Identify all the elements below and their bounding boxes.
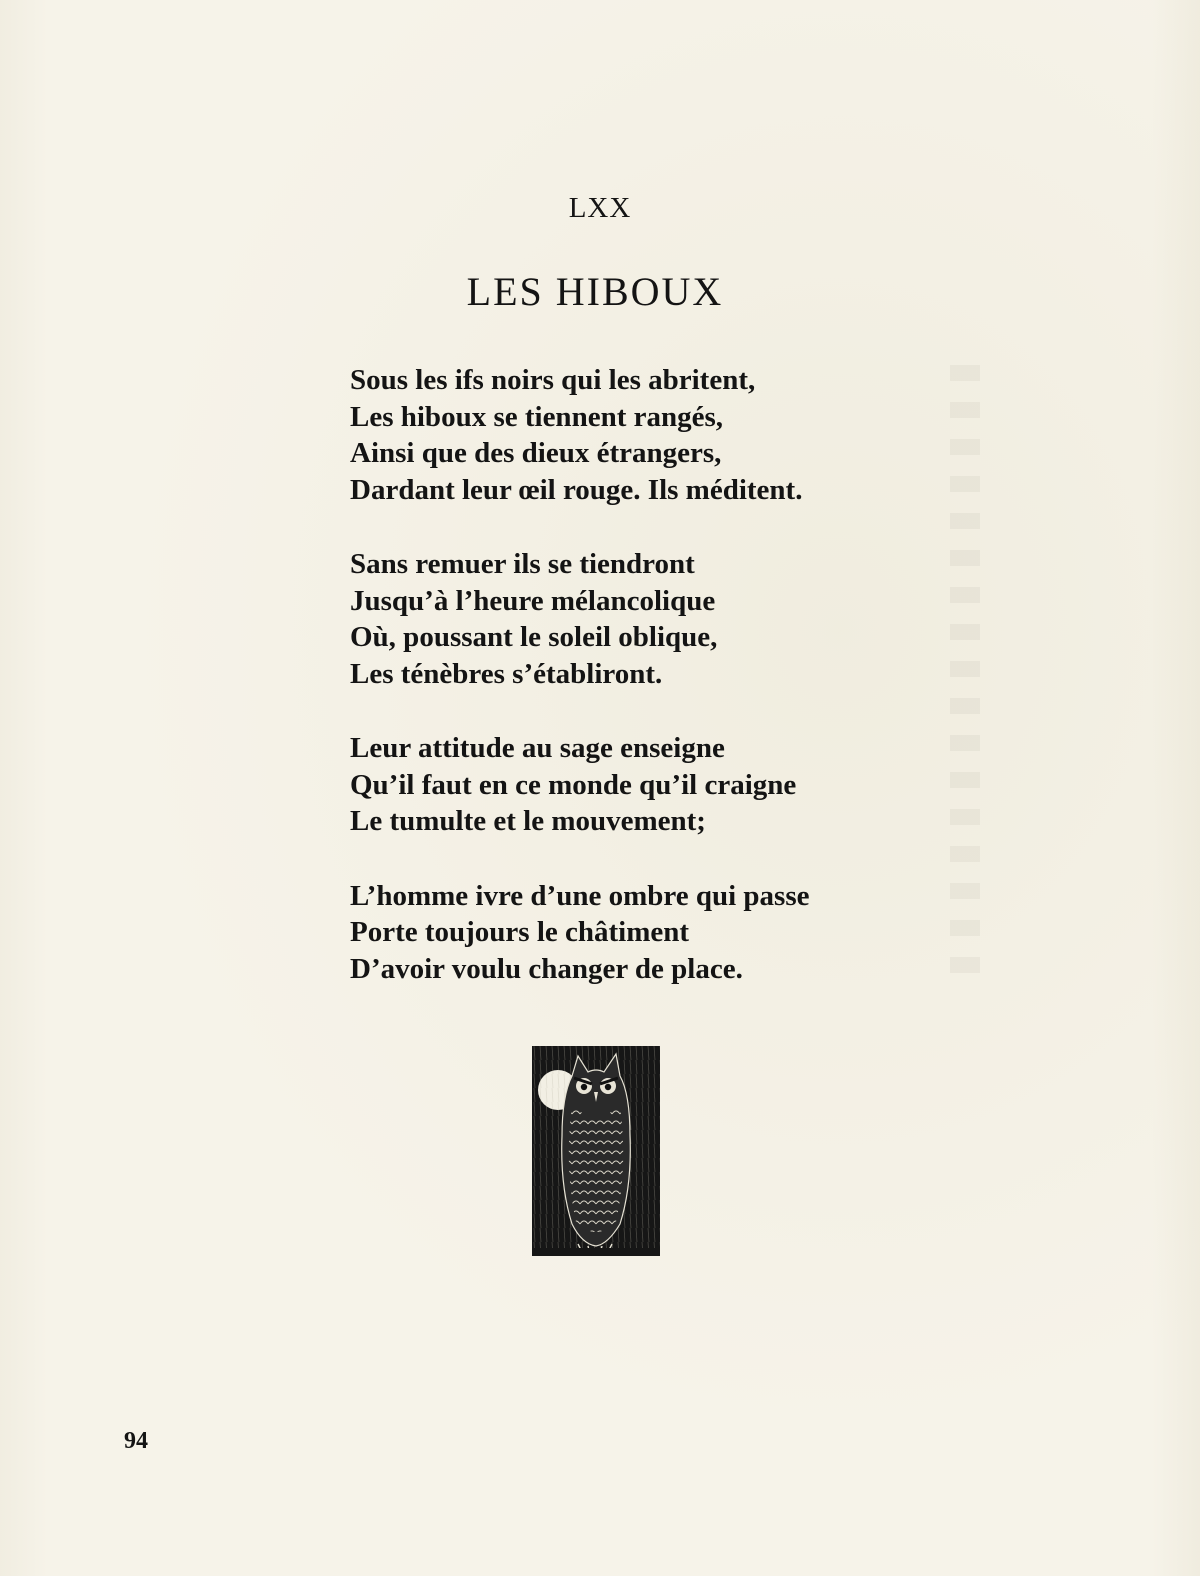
paper-show-through xyxy=(950,365,980,985)
poem-body xyxy=(350,362,910,1025)
poem-title: LES HIBOUX xyxy=(466,269,724,314)
stanza-3 xyxy=(350,730,910,840)
verse-line: Les hiboux se tiennent rangés, xyxy=(350,400,724,433)
verse-line: L’homme ivre d’une ombre qui passe xyxy=(350,879,810,912)
verse-line: Porte toujours le châtiment xyxy=(350,916,690,948)
stanza-4 xyxy=(350,878,910,988)
verse-line: Ainsi que des dieux étrangers, xyxy=(350,437,722,469)
stanza-1 xyxy=(350,362,910,508)
verse-line: Qu’il faut en ce monde qu’il craigne xyxy=(350,768,797,801)
stanza-2 xyxy=(350,546,910,692)
verse-line: Dardant leur œil rouge. Ils méditent. xyxy=(350,473,803,506)
page-number: 94 xyxy=(124,1428,148,1454)
verse-line: D’avoir voulu changer de place. xyxy=(350,952,743,985)
verse-line: Sans remuer ils se tiendront xyxy=(350,548,695,580)
owl-woodcut-icon xyxy=(532,1046,660,1256)
verse-line: Où, poussant le soleil oblique, xyxy=(350,621,718,653)
verse-line: Le tumulte et le mouvement; xyxy=(350,805,706,837)
verse-line: Leur attitude au sage enseigne xyxy=(350,732,725,764)
verse-line: Jusqu’à l’heure mélancolique xyxy=(350,584,716,617)
verse-line: Sous les ifs noirs qui les abritent, xyxy=(350,364,756,396)
verse-line: Les ténèbres s’établiront. xyxy=(350,657,663,690)
chapter-number: LXX xyxy=(568,192,632,224)
